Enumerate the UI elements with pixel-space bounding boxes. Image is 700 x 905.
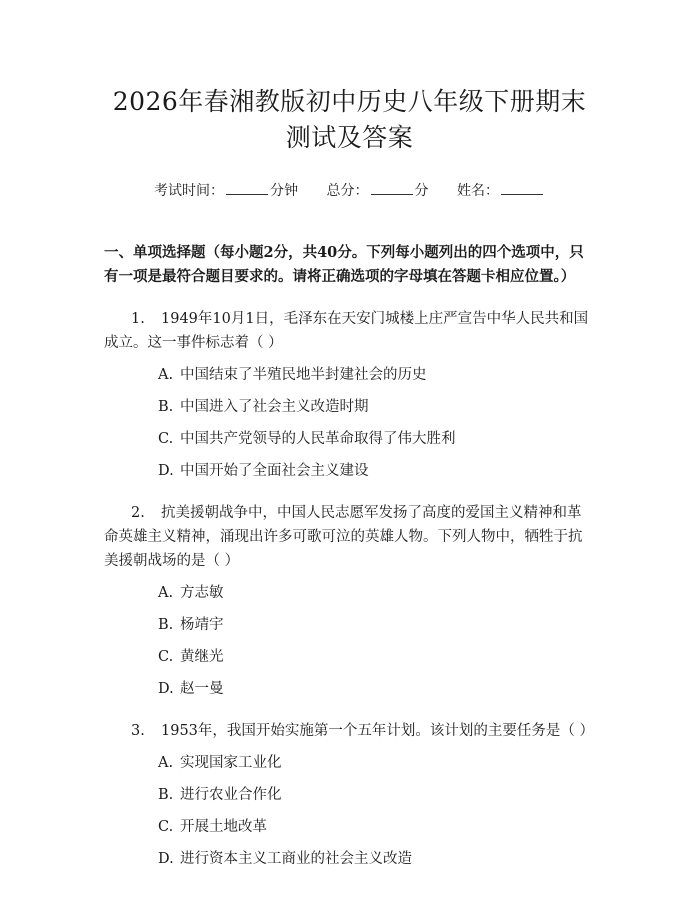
option-1c[interactable] (104, 427, 595, 451)
option-text: 方志敏 (180, 585, 224, 601)
exam-time-field (154, 180, 298, 201)
option-text: 进行资本主义工商业的社会主义改造 (180, 851, 412, 867)
page-title: 2026年春湘教版初中历史八年级下册期末测试及答案 (112, 87, 587, 152)
question-2-options (104, 581, 595, 701)
option-letter: C. (158, 649, 174, 665)
student-name-field (457, 180, 545, 201)
option-letter: D. (158, 681, 174, 697)
option-text: 实现国家工业化 (180, 755, 282, 771)
option-letter: A. (158, 755, 174, 771)
question-2 (104, 501, 595, 573)
option-3b[interactable] (104, 783, 595, 807)
option-text: 进行农业合作化 (180, 787, 282, 803)
total-score-blank[interactable] (371, 180, 413, 195)
student-name-label: 姓名： (456, 183, 499, 199)
option-letter: A. (158, 367, 174, 383)
option-3d[interactable] (104, 847, 595, 871)
exam-time-label: 考试时间： (154, 183, 225, 199)
question-1 (104, 307, 595, 355)
option-letter: C. (158, 431, 174, 447)
option-1d[interactable] (104, 459, 595, 483)
question-number: 2. (131, 505, 145, 521)
option-text: 中国共产党领导的人民革命取得了伟大胜利 (180, 431, 456, 447)
question-text: 1949年10月1日，毛泽东在天安门城楼上庄严宣告中华人民共和国成立。这一事件标志着（ ） (104, 311, 589, 351)
student-name-blank[interactable] (501, 180, 543, 195)
option-text: 中国结束了半殖民地半封建社会的历史 (180, 367, 427, 383)
option-letter: D. (158, 851, 174, 867)
option-3c[interactable] (104, 815, 595, 839)
option-letter: B. (158, 399, 174, 415)
option-1b[interactable] (104, 395, 595, 419)
option-1a[interactable] (104, 363, 595, 387)
question-number: 1. (131, 311, 145, 327)
question-number: 3. (131, 723, 145, 739)
option-2a[interactable] (104, 581, 595, 605)
question-1-options (104, 363, 595, 483)
option-text: 开展土地改革 (180, 819, 267, 835)
section-heading: 一、单项选择题（每小题2分，共40分。下列每小题列出的四个选项中，只有一项是最符合题目要求的。请将正确选项的字母填在答题卡相应位置。） (104, 244, 584, 285)
option-text: 黄继光 (180, 649, 224, 665)
option-letter: C. (158, 819, 174, 835)
question-text: 1953年，我国开始实施第一个五年计划。该计划的主要任务是（ ） (161, 723, 595, 739)
option-letter: D. (158, 463, 174, 479)
question-text: 抗美援朝战争中，中国人民志愿军发扬了高度的爱国主义精神和革命英雄主义精神，涌现出许多可歌可泣的英雄人物。下列人物中，牺牲于抗美援朝战场的是（ ） (104, 505, 583, 569)
option-text: 杨靖宇 (180, 617, 224, 633)
exam-time-unit: 分钟 (270, 183, 299, 199)
question-3-options (104, 751, 595, 871)
question-3 (104, 719, 595, 743)
option-2c[interactable] (104, 645, 595, 669)
exam-time-blank[interactable] (226, 180, 268, 195)
option-text: 中国进入了社会主义改造时期 (180, 399, 369, 415)
option-letter: A. (158, 585, 174, 601)
option-3a[interactable] (104, 751, 595, 775)
total-score-field (327, 180, 429, 201)
option-letter: B. (158, 617, 174, 633)
total-score-unit: 分 (414, 183, 429, 199)
option-text: 赵一曼 (180, 681, 224, 697)
option-2d[interactable] (104, 677, 595, 701)
total-score-label: 总分： (326, 183, 369, 199)
exam-info-line (104, 180, 595, 201)
option-text: 中国开始了全面社会主义建设 (180, 463, 369, 479)
option-letter: B. (158, 787, 174, 803)
option-2b[interactable] (104, 613, 595, 637)
